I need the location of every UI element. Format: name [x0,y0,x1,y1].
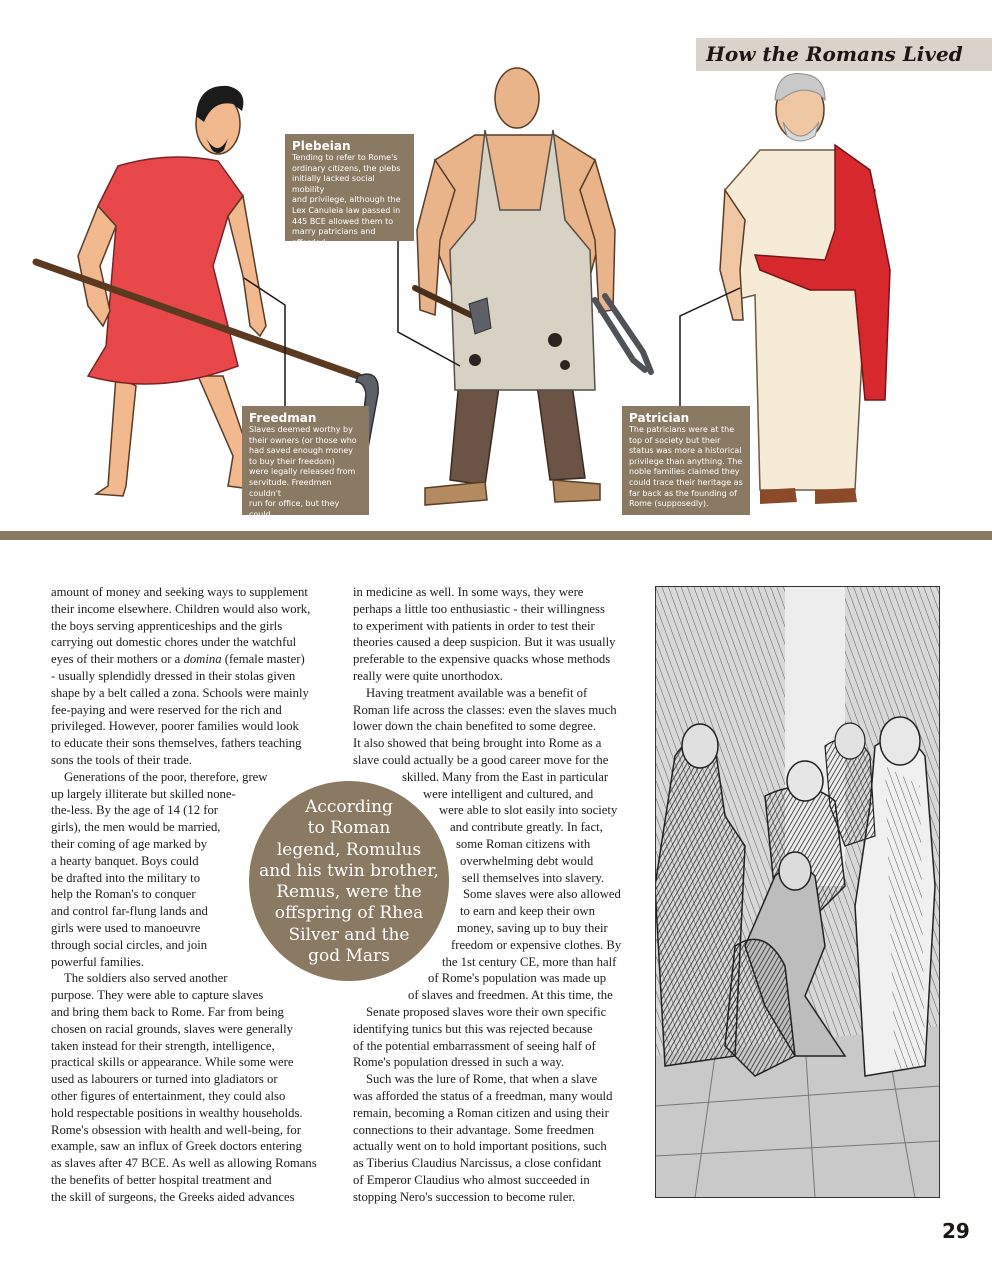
body-text: (female master) [221,652,305,667]
caption-line: top of society but their [629,435,721,445]
caption-line: privilege than anything. The [629,456,743,466]
caption-title: Plebeian [292,139,351,153]
pull-quote-line: Silver and the [288,924,410,945]
body-line: Generations of the poor, therefore, grew [64,769,268,784]
caption-line: had saved enough money [249,446,354,456]
body-line: to educate their sons themselves, fathers teaching [51,736,302,751]
body-line: in medicine as well. In some ways, they were [353,585,584,599]
caption-line: Tending to refer to Rome's [292,153,398,162]
caption-title: Patrician [629,411,690,425]
body-line: a hearty banquet. Boys could [51,853,199,868]
caption-title: Freedman [249,411,317,425]
body-line: privileged. However, poorer families would look [51,719,299,734]
body-line: overwhelming debt would [460,853,594,868]
body-line [51,651,336,668]
body-line: be drafted into the military to [51,870,201,885]
caption-plebeian [285,134,414,258]
body-line: Rome's obsession with health and well-being, for [51,1122,302,1137]
caption-freedman [242,406,369,530]
caption-line: marry patricians and afforded [292,227,376,247]
body-line: really were quite unorthodox. [353,668,504,683]
body-line: practical skills or appearance. While some were [51,1055,294,1070]
body-line: and bring them back to Rome. Far from being [51,1004,284,1019]
body-line: to earn and keep their own [460,904,595,919]
pull-quote-line: offspring of Rhea [274,903,424,924]
body-line: Such was the lure of Rome, that when a slave [366,1072,598,1087]
body-line: the-less. By the age of 14 (12 for [51,803,219,818]
body-line: girls), the men would be married, [51,820,221,835]
body-line: example, saw an influx of Greek doctors entering [51,1139,302,1154]
caption-line: Lex Canuleia law passed in [292,205,401,215]
body-line: and contribute greatly. In fact, [450,820,603,835]
body-line: the skill of surgeons, the Greeks aided advances [51,1189,295,1204]
slave-market-engraving [655,586,940,1198]
body-line: freedom or expensive clothes. By [451,937,622,952]
body-line: were intelligent and cultured, and [423,786,594,801]
caption-line: legally marry. [249,520,304,530]
body-line: identifying tunics but this was rejected because [353,1021,593,1036]
body-line: skilled. Many from the East in particular [402,769,609,784]
body-line: was afforded the status of a freedman, many would [353,1088,613,1103]
caption-line: ordinary citizens, the plebs [292,163,401,173]
body-line: the boys serving apprenticeships and the girls [51,618,283,633]
body-line: were able to slot easily into society [439,803,618,818]
caption-patrician [622,406,750,515]
body-line: used as labourers or turned into gladiators or [51,1072,278,1087]
body-line: purpose. They were able to capture slaves [51,988,264,1003]
pull-quote-line: god Mars [308,946,390,967]
body-line: of Emperor Claudius who almost succeeded in [353,1172,590,1187]
body-line: sons the tools of their trade. [51,752,192,767]
caption-line: initially lacked social mobility [292,174,375,194]
caption-line: status was more a historical [629,446,742,456]
caption-line: them greater rights. [292,248,373,258]
body-line: Rome's population dressed in such a way. [353,1055,565,1070]
body-line: some Roman citizens with [456,836,591,851]
body-line: help the Roman's to conquer [51,887,196,902]
caption-line: Rome (supposedly). [629,499,709,509]
body-line: up largely illiterate but skilled none- [51,786,236,801]
body-line: carrying out domestic chores under the watchful [51,635,297,650]
body-line: of slaves and freedmen. At this time, the [408,988,613,1003]
pull-quote-line: and his twin brother, [259,860,439,881]
body-line: fee-paying and were reserved for the rich and [51,702,282,717]
body-line: connections to their advantage. Some freedmen [353,1122,594,1137]
body-line: taken instead for their strength, intelligence, [51,1038,275,1053]
caption-line: noble families claimed they [629,467,740,477]
body-line: stopping Nero's succession to become ruler. [353,1189,576,1204]
body-line: shape by a belt called a zona. Schools were mainly [51,685,309,700]
pull-quote-line: According [305,797,393,817]
body-line: girls were used to manoeuvre [51,920,201,935]
body-line: of the potential embarrassment of seeing half of [353,1038,596,1053]
caption-line: and privilege, although the [292,195,401,205]
body-line: through social circles, and join [51,937,208,952]
pull-quote-line: Remus, were the [276,882,422,903]
body-line: The soldiers also served another [64,971,228,986]
body-line: theories caused a deep suspicion. But it was usually [353,635,616,650]
body-line: their income elsewhere. Children would also work, [51,601,311,616]
body-line: of Rome's population was made up [428,971,607,986]
caption-line: Slaves deemed worthy by [249,425,353,434]
body-line: as slaves after 47 BCE. As well as allowing Romans [51,1156,317,1171]
body-line: the benefits of better hospital treatment and [51,1172,272,1187]
body-line: powerful families. [51,954,145,969]
body-line: actually went on to hold important positions, such [353,1139,607,1154]
body-line: perhaps a little too enthusiastic - their willingness [353,601,605,616]
body-line: other figures of entertainment, they could also [51,1088,286,1103]
caption-line: servitude. Freedmen couldn't [249,477,332,498]
body-line: their coming of age marked by [51,836,208,851]
body-line: chosen on racial grounds, slaves were generally [51,1021,294,1036]
body-line: to experiment with patients in order to test their [353,618,595,633]
body-text: eyes of their mothers or a [51,652,184,667]
body-line: money, saving up to buy their [457,920,608,935]
caption-line: run for office, but they could [249,499,340,519]
body-line: It also showed that being brought into Rome as a [353,736,602,751]
caption-line: 445 BCE allowed them to [292,216,394,226]
pull-quote-line: legend, Romulus [276,839,422,860]
body-line: Senate proposed slaves wore their own specific [366,1004,607,1019]
section-divider [0,531,992,540]
body-line: preferable to the expensive quacks whose methods [353,652,611,667]
body-line: and control far-flung lands and [51,904,208,919]
body-line: - usually splendidly dressed in their stolas given [51,668,296,683]
body-line: slave could actually be a good career move for the [353,752,609,767]
caption-line: their owners (or those who [249,435,357,445]
body-line: sell themselves into slavery. [462,870,605,885]
section-title: How the Romans Lived [696,38,992,71]
body-line: amount of money and seeking ways to supplement [51,585,308,599]
body-line: Having treatment available was a benefit of [366,685,588,700]
body-line: Some slaves were also allowed [463,887,621,902]
caption-line: to buy their freedom) [249,456,335,466]
caption-line: The patricians were at the [629,425,735,434]
body-line: remain, becoming a Roman citizen and using their [353,1105,609,1120]
pull-quote-line: to Roman [307,818,391,839]
page-number: 29 [942,1219,970,1243]
caption-line: could trace their heritage as [629,477,743,487]
body-line: as Tiberius Claudius Narcissus, a close confidant [353,1156,602,1171]
body-line: the 1st century CE, more than half [442,954,617,969]
pull-quote [249,797,449,967]
caption-connectors [0,0,992,540]
domina-term: domina [183,652,222,667]
body-line: lower down the chain benefited to some degree. [353,719,597,734]
body-line: Roman life across the classes: even the slaves much [353,702,617,717]
body-line: hold respectable positions in wealthy households. [51,1105,303,1120]
caption-line: far back as the founding of [629,488,737,498]
caption-line: were legally released from [249,467,356,477]
